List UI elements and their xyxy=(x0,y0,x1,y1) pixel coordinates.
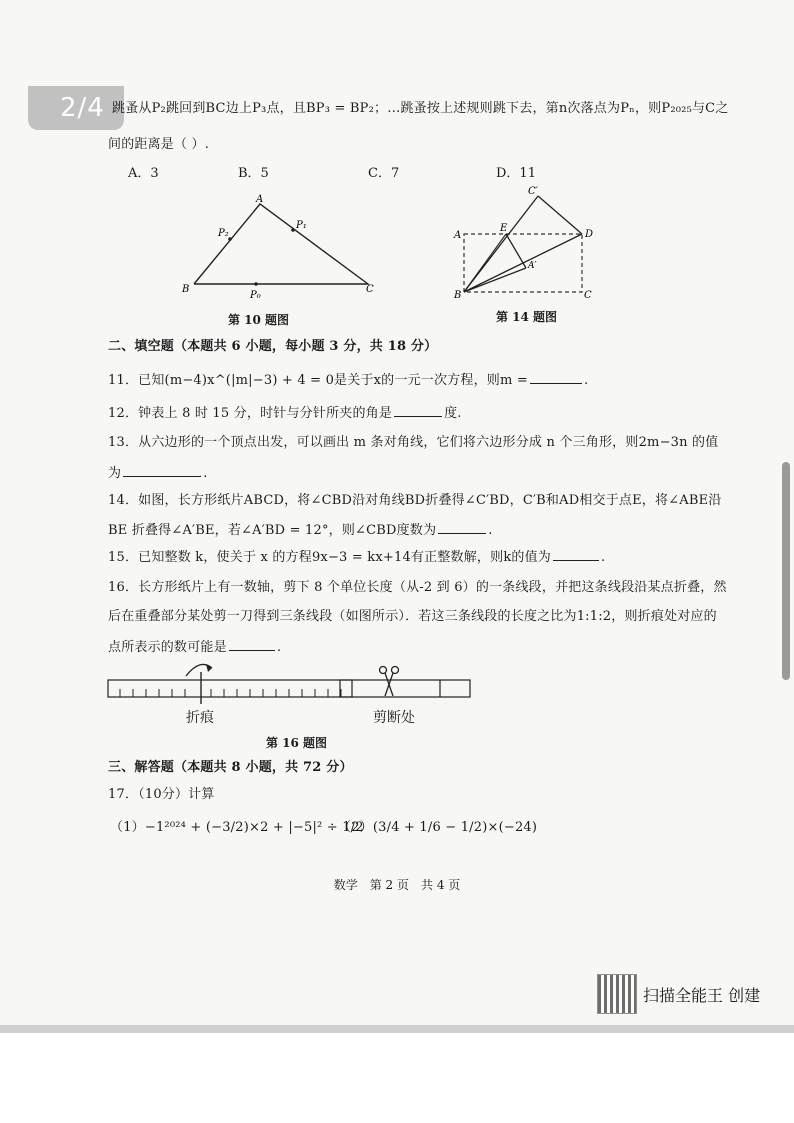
q16-number-line-figure xyxy=(100,656,480,712)
q13-text: 为 xyxy=(108,466,122,481)
label-e: E xyxy=(500,223,508,234)
q15 xyxy=(108,546,605,565)
label-p1: P₁ xyxy=(296,220,307,231)
label-c: C xyxy=(366,284,374,295)
fold-label: 折痕 xyxy=(186,710,214,726)
q10-line1: 跳蚤从P₂跳回到BC边上P₃点，且BP₃ = BP₂；…跳蚤按上述规则跳下去，第n次落点为Pₙ，则P₂₀₂₅与C之 xyxy=(112,101,729,116)
label-c-prime: C′ xyxy=(528,186,538,197)
label-p2: P₂ xyxy=(218,228,229,239)
q16-end: . xyxy=(276,640,282,655)
q10-choice-a: A．3 xyxy=(128,166,159,181)
q14-line1: 14．如图，长方形纸片ABCD，将∠CBD沿对角线BD折叠得∠C′BD，C′B和AD相交于点E，将∠ABE沿 xyxy=(108,493,722,508)
q11-end: . xyxy=(583,373,589,388)
folded-strip xyxy=(340,680,470,697)
q14-end: . xyxy=(488,523,493,538)
page-indicator-badge: 2/4 xyxy=(28,86,124,130)
q13-answer-blank[interactable] xyxy=(123,463,201,477)
q16-text: 点所表示的数可能是 xyxy=(108,640,227,655)
watermark-text: 扫描全能王 创建 xyxy=(643,985,761,1005)
q10-choice-c: C．7 xyxy=(368,166,400,181)
q14-caption: 第 14 题图 xyxy=(496,310,558,324)
number-line-ticks xyxy=(120,689,341,697)
q16-answer-blank[interactable] xyxy=(229,637,275,651)
label-a-rect: A xyxy=(454,230,462,241)
segment-e-a-prime xyxy=(506,234,526,268)
point-p1 xyxy=(291,228,295,232)
point-p0 xyxy=(254,282,258,286)
q14-answer-blank[interactable] xyxy=(438,520,486,534)
scissors-icon xyxy=(380,667,399,697)
q11-text: 11．已知(m−4)x^(|m|−3) + 4 = 0是关于x的一元一次方程，则m = xyxy=(108,373,528,388)
q10-caption: 第 10 题图 xyxy=(228,313,290,327)
q17-part2: （2）(3/4 + 1/6 − 1/2)×(−24) xyxy=(338,820,538,835)
q11 xyxy=(108,369,588,388)
q14-text: BE 折叠得∠A′BE，若∠A′BD = 12°，则∠CBD度数为 xyxy=(108,523,437,538)
q12-answer-blank[interactable] xyxy=(394,403,442,417)
q12 xyxy=(108,402,462,421)
label-d: D xyxy=(585,229,594,240)
segment-c-prime-d xyxy=(538,196,582,234)
q10-choice-d: D．11 xyxy=(496,166,536,181)
q15-text: 15．已知整数 k，使关于 x 的方程9x−3 = kx+14有正整数解，则k的值为 xyxy=(108,550,551,565)
q17-title: 17．（10分）计算 xyxy=(108,787,215,802)
q13-line2 xyxy=(108,462,208,481)
page-divider xyxy=(0,1025,794,1033)
q10-choice-b: B．5 xyxy=(238,166,269,181)
section-3-heading: 三、解答题（本题共 8 小题，共 72 分） xyxy=(108,760,353,775)
q10-line2: 间的距离是（ ）. xyxy=(108,137,210,152)
q12-end: 度. xyxy=(444,406,462,421)
page-footer: 数学 第 2 页 共 4 页 xyxy=(333,878,461,892)
cut-label: 剪断处 xyxy=(373,710,415,726)
vertical-scrollbar[interactable] xyxy=(782,462,790,680)
q15-end: . xyxy=(601,550,606,565)
q16-line1: 16．长方形纸片上有一数轴，剪下 8 个单位长度（从-2 到 6）的一条线段，并把这条线段沿某点折叠，然 xyxy=(108,580,727,595)
fold-arrowhead-icon xyxy=(206,664,212,672)
q10-triangle-figure xyxy=(178,190,378,305)
label-a: A xyxy=(256,194,264,205)
label-b: B xyxy=(182,284,190,295)
q14-rectangle-figure xyxy=(452,184,602,304)
q15-answer-blank[interactable] xyxy=(553,547,599,561)
label-a-prime: A′ xyxy=(528,261,537,271)
q16-caption: 第 16 题图 xyxy=(266,736,328,750)
q16-line2: 后在重叠部分某处剪一刀得到三条线段（如图所示）．若这三条线段的长度之比为1:1:2，则折痕处对应的 xyxy=(108,609,717,624)
q13-line1: 13．从六边形的一个顶点出发，可以画出 m 条对角线，它们将六边形分成 n 个三角形，则2m−3n 的值 xyxy=(108,435,719,450)
q11-answer-blank[interactable] xyxy=(530,370,582,384)
q12-text: 12．钟表上 8 时 15 分，时针与分针所夹的角是 xyxy=(108,406,393,421)
q13-end: . xyxy=(203,466,208,481)
qr-code-icon xyxy=(597,974,637,1014)
scanner-watermark xyxy=(597,974,760,1014)
q16-line3 xyxy=(108,636,281,655)
triangle-abc xyxy=(194,204,368,284)
label-c-rect: C xyxy=(584,290,592,301)
label-p0: P₀ xyxy=(250,290,261,301)
label-b-rect: B xyxy=(454,290,462,301)
q17-part1: （1）−1²⁰²⁴ + (−3/2)×2 + |−5|² ÷ 1/2 xyxy=(110,820,364,835)
q14-line2 xyxy=(108,519,493,538)
section-2-heading: 二、填空题（本题共 6 小题，每小题 3 分，共 18 分） xyxy=(108,339,438,354)
